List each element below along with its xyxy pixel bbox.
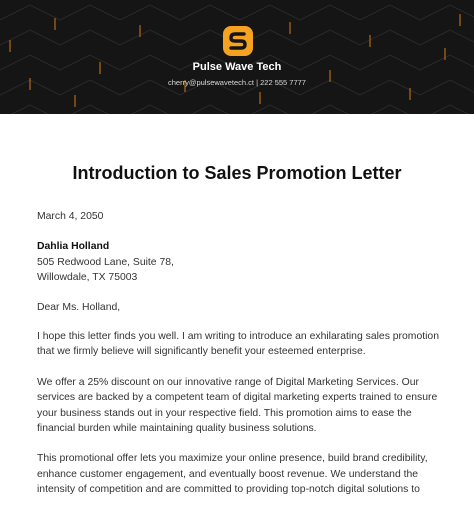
salutation: Dear Ms. Holland, [37, 301, 121, 313]
letter-date: March 4, 2050 [37, 211, 104, 222]
letter-title: Introduction to Sales Promotion Letter [72, 163, 402, 183]
paragraph-2 [37, 375, 447, 437]
recipient-address-line1: 505 Redwood Lane, Suite 78, [37, 256, 174, 268]
paragraph-line: services are backed by a competent team of digital marketing experts trained to ensure [37, 392, 438, 404]
paragraph-line: your business stands out in your respective field. This promotion aims to ease the [37, 407, 412, 419]
paragraph-line: that we firmly believe will significantly benefit your esteemed enterprise. [37, 346, 366, 358]
paragraph-line: I hope this letter finds you well. I am writing to introduce an exhilarating sales promotion [37, 331, 439, 343]
paragraph-1 [37, 329, 447, 360]
company-contact: cherry@pulsewavetech.ct | 222 555 7777 [168, 78, 306, 87]
paragraph-line: financial burden while maintaining quality business solutions. [37, 423, 317, 435]
paragraph-line: We offer a 25% discount on our innovative range of Digital Marketing Services. Our [37, 376, 419, 388]
recipient-address-line2: Willowdale, TX 75003 [37, 272, 138, 284]
letterhead-banner [0, 0, 474, 114]
paragraph-line: enhance customer engagement, and eventually boost revenue. We understand the [37, 468, 419, 480]
paragraph-3 [37, 451, 447, 497]
company-logo [223, 26, 253, 56]
paragraph-line: intensity of competition and are committed to providing top-notch digital solutions to [37, 484, 420, 496]
paragraph-line: This promotional offer lets you maximize your online presence, build brand credibility, [37, 453, 428, 465]
recipient-name: Dahlia Holland [37, 241, 110, 253]
logo-s-icon [228, 30, 248, 52]
letter-body [37, 209, 447, 513]
chevron-pattern [0, 0, 474, 114]
company-name: Pulse Wave Tech [192, 61, 282, 73]
